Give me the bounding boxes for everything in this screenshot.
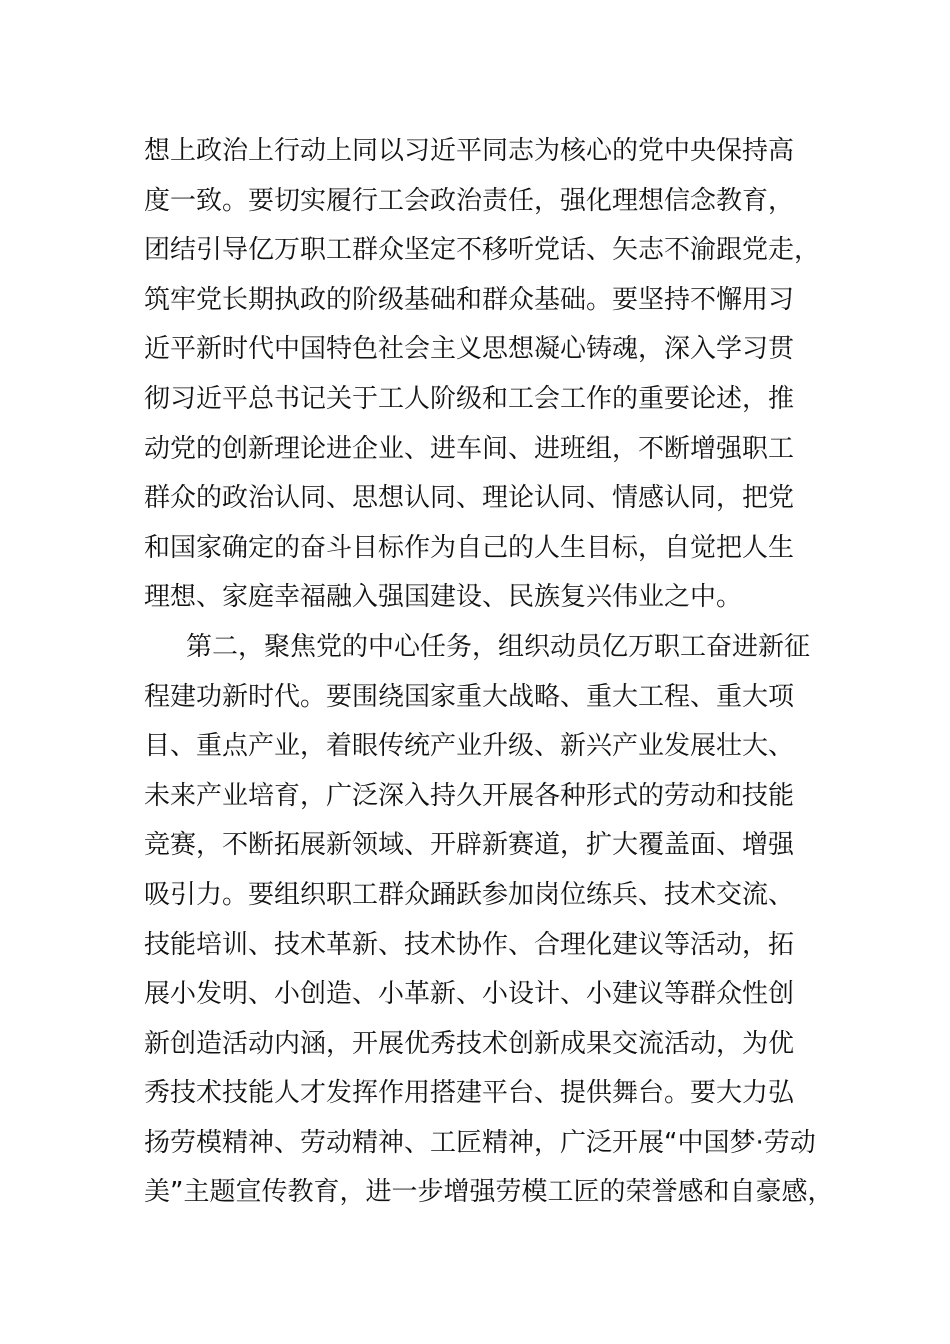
text-line-15: 竞赛，不断拓展新领域、开辟新赛道，扩大覆盖面、增强	[144, 830, 795, 861]
text-line-2: 度一致。要切实履行工会政治责任，强化理想信念教育，	[144, 185, 795, 216]
text-line-5: 近平新时代中国特色社会主义思想凝心铸魂，深入学习贯	[144, 334, 795, 365]
text-line-13: 目、重点产业，着眼传统产业升级、新兴产业发展壮大、	[144, 731, 795, 762]
text-line-19: 新创造活动内涵，开展优秀技术创新成果交流活动，为优	[144, 1028, 795, 1059]
text-line-6: 彻习近平总书记关于工人阶级和工会工作的重要论述，推	[144, 383, 795, 414]
text-line-16: 吸引力。要组织职工群众踊跃参加岗位练兵、技术交流、	[144, 879, 795, 910]
text-line-8: 群众的政治认同、思想认同、理论认同、情感认同，把党	[144, 483, 795, 514]
text-line-1: 想上政治上行动上同以习近平同志为核心的党中央保持高	[144, 136, 795, 166]
text-line-22: 美”主题宣传教育，进一步增强劳模工匠的荣誉感和自豪感，	[144, 1177, 834, 1208]
text-line-14: 未来产业培育，广泛深入持久开展各种形式的劳动和技能	[144, 780, 795, 811]
text-line-17: 技能培训、技术革新、技术协作、合理化建议等活动，拓	[144, 929, 795, 960]
text-line-18: 展小发明、小创造、小革新、小设计、小建议等群众性创	[144, 979, 795, 1010]
text-line-20: 秀技术技能人才发挥作用搭建平台、提供舞台。要大力弘	[144, 1078, 795, 1109]
text-line-3: 团结引导亿万职工群众坚定不移听党话、矢志不渝跟党走，	[144, 235, 821, 266]
text-line-9: 和国家确定的奋斗目标作为自己的人生目标，自觉把人生	[144, 532, 795, 563]
text-line-12: 程建功新时代。要围绕国家重大战略、重大工程、重大项	[144, 681, 795, 712]
text-line-4: 筑牢党长期执政的阶级基础和群众基础。要坚持不懈用习	[144, 284, 795, 315]
paragraph-2-first-line: 第二，聚焦党的中心任务，组织动员亿万职工奋进新征	[186, 631, 811, 662]
text-line-10: 理想、家庭幸福融入强国建设、民族复兴伟业之中。	[144, 582, 743, 613]
text-line-7: 动党的创新理论进企业、进车间、进班组，不断增强职工	[144, 433, 795, 464]
body-text	[144, 127, 834, 1218]
text-line-21: 扬劳模精神、劳动精神、工匠精神，广泛开展“中国梦·劳动	[144, 1127, 816, 1158]
